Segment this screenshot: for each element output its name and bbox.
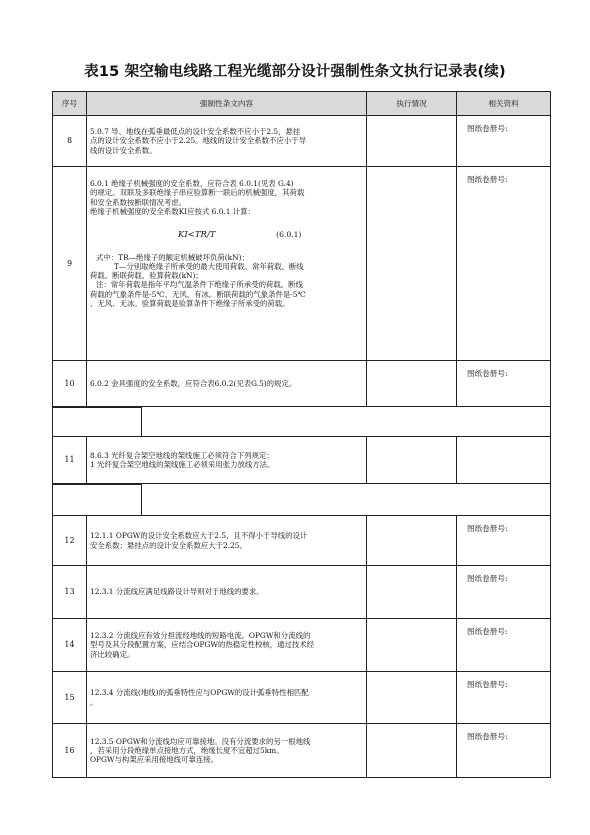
header-files: 相关资料 [457, 92, 551, 116]
status-cell[interactable] [367, 672, 457, 724]
formula-number: (6.0.1) [276, 230, 302, 239]
clause-content: 12.3.2 分流线应有效分担流经地线的短路电流。OPGW和分流线的 型号及其分段配置方案，应结合OPGW的热稳定性校核，通过技术经 济比较确定。 [87, 619, 367, 672]
formula-expression: KI<TR/T [178, 230, 216, 240]
table-row [53, 167, 551, 361]
status-cell[interactable] [367, 619, 457, 672]
header-num: 序号 [53, 92, 87, 116]
status-cell[interactable] [367, 516, 457, 566]
table-row [53, 672, 551, 724]
files-cell[interactable]: 图纸卷册号: [457, 516, 551, 566]
clause-content: 12.3.1 分流线应满足线路设计导则对于地线的要求。 [87, 566, 367, 619]
status-cell[interactable] [367, 566, 457, 619]
status-cell[interactable] [367, 361, 457, 407]
standard-name-cell [87, 407, 551, 437]
clause-content: 8.6.3 光纤复合架空地线的架线施工必须符合下列规定： 1 光纤复合架空地线的架线施工必须采用张力放线方法。 [87, 437, 367, 484]
row-number: 10 [53, 361, 87, 407]
formula [90, 230, 362, 241]
row-number: 8 [53, 116, 87, 167]
standard-name-cell [87, 484, 551, 516]
clause-content: 12.3.4 分流线(地线)的弧垂特性应与OPGW的设计弧垂特性相匹配 。 [87, 672, 367, 724]
row-number: 9 [53, 167, 87, 361]
files-cell[interactable]: 图纸卷册号: [457, 167, 551, 361]
header-content: 强制性条文内容 [87, 92, 367, 116]
standard-label [52, 484, 142, 516]
page-title: 表15 架空输电线路工程光缆部分设计强制性条文执行记录表(续) [84, 64, 506, 80]
table-row [53, 116, 551, 167]
row-number: 12 [53, 516, 87, 566]
table-row [53, 437, 551, 484]
files-cell[interactable]: 图纸卷册号: [457, 566, 551, 619]
files-cell[interactable]: 图纸卷册号: [457, 116, 551, 167]
clause-content: 5.0.7 导、地线在弧垂最低点的设计安全系数不应小于2.5，悬挂 点的设计安全系数不应小于2.25。地线的设计安全系数不应小于导 线的设计安全系数。 [87, 116, 367, 167]
files-cell[interactable] [457, 437, 551, 484]
table-row [53, 566, 551, 619]
clause-content: 12.3.5 OPGW和分流线均应可靠接地。没有分流要求的另一根地线 ，若采用分段绝缘单点接地方式，绝缘长度不宜超过5km。 OPGW与构架应采用接地线可靠连接。 [87, 724, 367, 778]
files-cell[interactable]: 图纸卷册号: [457, 619, 551, 672]
status-cell[interactable] [367, 437, 457, 484]
row-number: 14 [53, 619, 87, 672]
files-cell[interactable]: 图纸卷册号: [457, 361, 551, 407]
clause-content: 6.0.2 金具强度的安全系数，应符合表6.0.2(见表G.5)的规定。 [87, 361, 367, 407]
row-number: 15 [53, 672, 87, 724]
status-cell[interactable] [367, 167, 457, 361]
table-row [53, 516, 551, 566]
standard-label [52, 407, 142, 437]
table-row [53, 724, 551, 778]
table-row [53, 619, 551, 672]
files-cell[interactable]: 图纸卷册号: [457, 724, 551, 778]
row-number: 16 [53, 724, 87, 778]
clause-content: 12.1.1 OPGW的设计安全系数应大于2.5，且不得小于导线的设计 安全系数；悬挂点的设计安全系数应大于2.25。 [87, 516, 367, 566]
clause-content: 6.0.1 绝缘子机械强度的安全系数，应符合表 6.0.1(见表 G.4) 的规定。双联及多联绝缘子串应验算断一联后的机械强度，其荷载 和安全系数按断联情况考虑。 绝缘子机械强度的安全系数KI应按式 6.0.1 计算： KI<TR/T (6.0.1) 式中：TR—绝缘子的额定机械破坏负荷(kN)； T—分别取绝缘子所承受的最大使用荷载、常年荷载、断线 荷载、断联荷载、验算荷载(kN)； 注：常年荷载是指年平均气温条件下绝缘子所承受的荷载。断线 荷载的气象条件是-5℃、无风、有冰。断联荷载的气象条件是-5℃ 、无风、无冰。验算荷载是验算条件下绝缘子所承受的荷载。 [87, 167, 367, 361]
files-cell[interactable]: 图纸卷册号: [457, 672, 551, 724]
status-cell[interactable] [367, 724, 457, 778]
status-cell[interactable] [367, 116, 457, 167]
row-number: 13 [53, 566, 87, 619]
header-status: 执行情况 [367, 92, 457, 116]
row-number: 11 [53, 437, 87, 484]
table-row [53, 361, 551, 407]
table-header-row [53, 92, 551, 116]
